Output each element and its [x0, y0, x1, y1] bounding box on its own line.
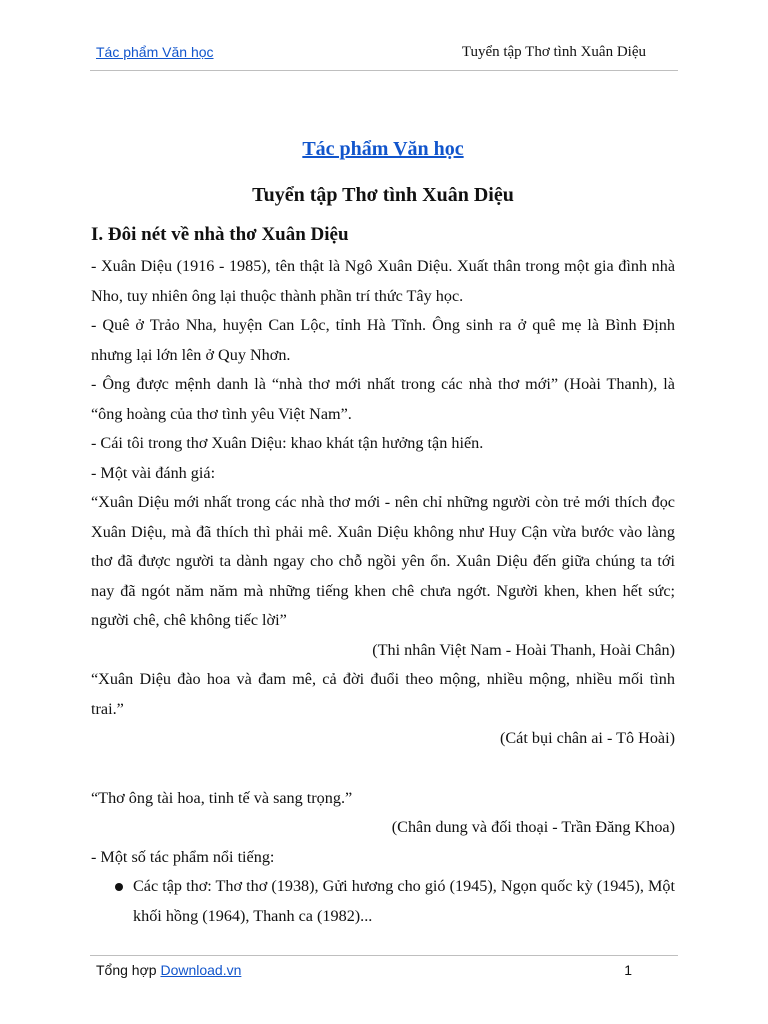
footer-credit: [96, 962, 241, 978]
paragraph: - Ông được mệnh danh là “nhà thơ mới nhất trong các nhà thơ mới” (Hoài Thanh), là “ông hoàng của thơ tình yêu Việt Nam”.: [91, 375, 675, 423]
list-item-text: Các tập thơ: Thơ thơ (1938), Gửi hương cho gió (1945), Ngọn quốc kỳ (1945), Một khối hồng (1964), Thanh ca (1982)...: [133, 877, 675, 925]
page-title: Tuyển tập Thơ tình Xuân Diệu: [252, 184, 514, 206]
header-link[interactable]: Tác phẩm Văn học: [96, 44, 214, 60]
quote: “Xuân Diệu mới nhất trong các nhà thơ mới - nên chỉ những người còn trẻ mới thích đọc Xuân Diệu, mà đã thích thì phải mê. Xuân Diệu không như Huy Cận vừa bước vào làng thơ đã được người ta dành ngay cho chỗ ngồi yên ổn. Xuân Diệu đến giữa chúng ta tới nay đã ngót năm năm mà những tiếng khen chê chưa ngớt. Người khen, khen hết sức; người chê, chê không tiếc lời”: [91, 493, 675, 629]
page-footer: [96, 962, 632, 982]
bullet-icon: [115, 883, 123, 891]
footer-link[interactable]: Download.vn: [160, 962, 242, 978]
paragraph: - Cái tôi trong thơ Xuân Diệu: khao khát tận hưởng tận hiến.: [91, 434, 484, 452]
quote: “Thơ ông tài hoa, tinh tế và sang trọng.”: [91, 788, 353, 807]
quote-source: (Thi nhân Việt Nam - Hoài Thanh, Hoài Chân): [372, 640, 675, 659]
footer-divider: [90, 955, 678, 956]
header-title: Tuyển tập Thơ tình Xuân Diệu: [461, 44, 646, 60]
footer-prefix: Tổng hợp: [96, 962, 161, 978]
quote-source: (Cát bụi chân ai - Tô Hoài): [499, 729, 675, 747]
page-header: [90, 44, 678, 64]
page-number: 1: [624, 962, 632, 978]
header-divider: [90, 70, 678, 71]
paragraph: - Quê ở Trảo Nha, huyện Can Lộc, tỉnh Hà Tĩnh. Ông sinh ra ở quê mẹ là Bình Định nhưng lại lớn lên ở Quy Nhơn.: [91, 316, 675, 364]
list-item: [119, 872, 675, 931]
document-body: [91, 134, 675, 931]
spacer: [91, 754, 675, 784]
section-heading: I. Đôi nét về nhà thơ Xuân Diệu: [91, 224, 349, 245]
works-heading: - Một số tác phẩm nổi tiếng:: [91, 847, 275, 866]
paragraph: - Xuân Diệu (1916 - 1985), tên thật là Ngô Xuân Diệu. Xuất thân trong một gia đình nhà Nho, tuy nhiên ông lại thuộc thành phần trí thức Tây học.: [91, 257, 675, 305]
title-link[interactable]: Tác phẩm Văn học: [302, 138, 464, 160]
quote-source: (Chân dung và đối thoại - Trần Đăng Khoa): [391, 818, 675, 836]
works-list: [91, 872, 675, 931]
paragraph: - Một vài đánh giá:: [91, 463, 216, 482]
quote: “Xuân Diệu đào hoa và đam mê, cả đời đuổi theo mộng, nhiều mộng, nhiều mối tình trai.”: [91, 670, 675, 718]
